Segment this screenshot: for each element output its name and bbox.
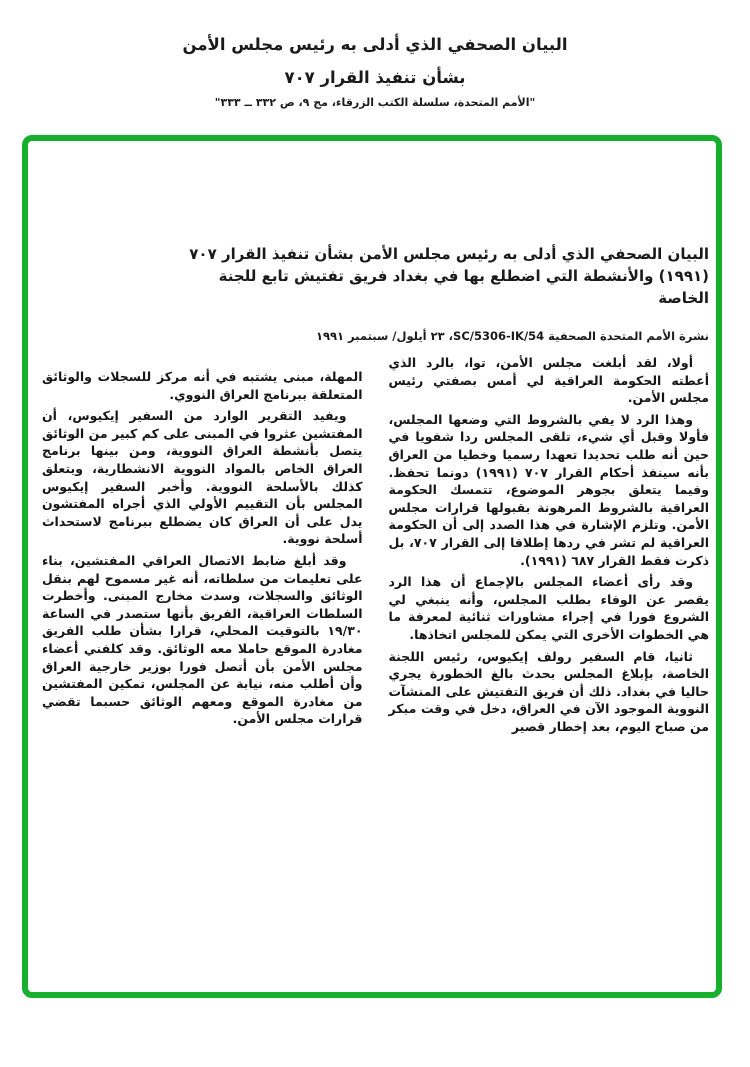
document-title-line1: البيان الصحفي الذي أدلى به رئيس مجلس الأمن بشأن تنفيذ القرار ٧٠٧ [189, 245, 709, 263]
column-right [389, 354, 710, 739]
body-paragraph: ثانيا، قام السفير رولف إيكيوس، رئيس اللجنة الخاصة، بإبلاغ المجلس بحدث بالغ الخطورة يجري حاليا في بغداد. ذلك أن فريق التفتيش على المنشآت النووية الموجود الآن في العراق، دخل في وقت مبكر من صباح اليوم، بعد إخطار قصير [388, 648, 709, 734]
document-body [42, 354, 709, 739]
header-title-line1: البيان الصحفي الذي أدلى به رئيس مجلس الأمن [182, 35, 568, 54]
body-paragraph: وقد رأى أعضاء المجلس بالإجماع أن هذا الرد يقصر عن الوفاء بطلب المجلس، وأنه ينبغي لي الشروع فورا في إجراء مشاورات ثنائية لمعرفة ما هي الخطوات الأخرى التي يمكن للمجلس اتخاذها. [388, 574, 709, 642]
column-left [42, 368, 363, 739]
body-paragraph: ويفيد التقرير الوارد من السفير إيكيوس، أن المفتشين عثروا في المبنى على كم كبير من الوثائق يتصل بأنشطة العراق النووية، ومن بينها برنامج العراق الخاص بالمواد النووية الانشطارية، ويتعلق كذلك بالأسلحة النووية. وأخبر السفير إيكيوس المجلس بأن التقييم الأولي الذي أجراه المفتشون يدل على أن العراق كان يضطلع ببرنامج لاستحداث أسلحة نووية. [42, 408, 363, 547]
document-title-line2: (١٩٩١) والأنشطة التي اضطلع بها في بغداد فريق تفتيش تابع للجنة [218, 267, 709, 285]
document-frame [22, 135, 722, 998]
document-title [42, 243, 709, 309]
body-paragraph: وقد أبلغ ضابط الاتصال العراقي المفتشين، بناء على تعليمات من سلطاته، أنه غير مسموح لهم بنقل الوثائق والسجلات، وسدت مخارج المبنى. وأخطرت السلطات العراقية، الفريق بأنها ستصدر في الساعة ١٩/٣٠ بالتوقيت المحلي، قرارا بشأن طلب الفريق مغادرة الموقع حاملا معه الوثائق. وقد كلفني أعضاء مجلس الأمن بأن أتصل فورا بوزير خارجية العراق وأن أطلب منه، نيابة عن المجلس، تمكين المفتشين من مغادرة الموقع ومعهم الوثائق حسبما تقضي قرارات مجلس الأمن. [42, 552, 363, 727]
body-paragraph: أولا، لقد أبلغت مجلس الأمن، توا، بالرد الذي أعطته الحكومة العراقية لي أمس بصفتي رئيس مجلس الأمن. [388, 355, 709, 406]
body-paragraph: وهذا الرد لا يفي بالشروط التي وضعها المجلس، فأولا وقبل أي شيء، تلقى المجلس ردا شفويا في حين أنه طلب تحديدا تعهدا رسميا وخطيا من العراق بأنه سينفذ أحكام القرار ٧٠٧ (١٩٩١) دونما تحفظ. وفيما يتعلق بجوهر الموضوع، تتمسك الحكومة العراقية بالشروط المرهونة بقبولها قرارات مجلس الأمن. وتلزم الإشارة في هذا الصدد إلى أن الحكومة العراقية لم تشر في ردها إطلاقا إلى القرار ٧٠٧، بل ذكرت فقط القرار ٦٨٧ (١٩٩١). [388, 411, 710, 568]
body-paragraph: المهلة، مبنى يشتبه في أنه مركز للسجلات والوثائق المتعلقة ببرنامج العراق النووي. [42, 369, 363, 402]
document-subtitle: نشرة الأمم المتحدة الصحفية SC/5306-IK/54، ٢٣ أيلول/ سبتمبر ١٩٩١ [315, 329, 709, 343]
page-header [0, 34, 750, 109]
header-source-citation: "الأمم المتحدة، سلسلة الكتب الزرقاء، مج ٩، ص ٣٣٢ ــ ٣٣٣" [214, 96, 536, 109]
header-title-line2: بشأن تنفيذ القرار ٧٠٧ [284, 68, 466, 87]
document-title-line3: الخاصة [658, 289, 709, 307]
